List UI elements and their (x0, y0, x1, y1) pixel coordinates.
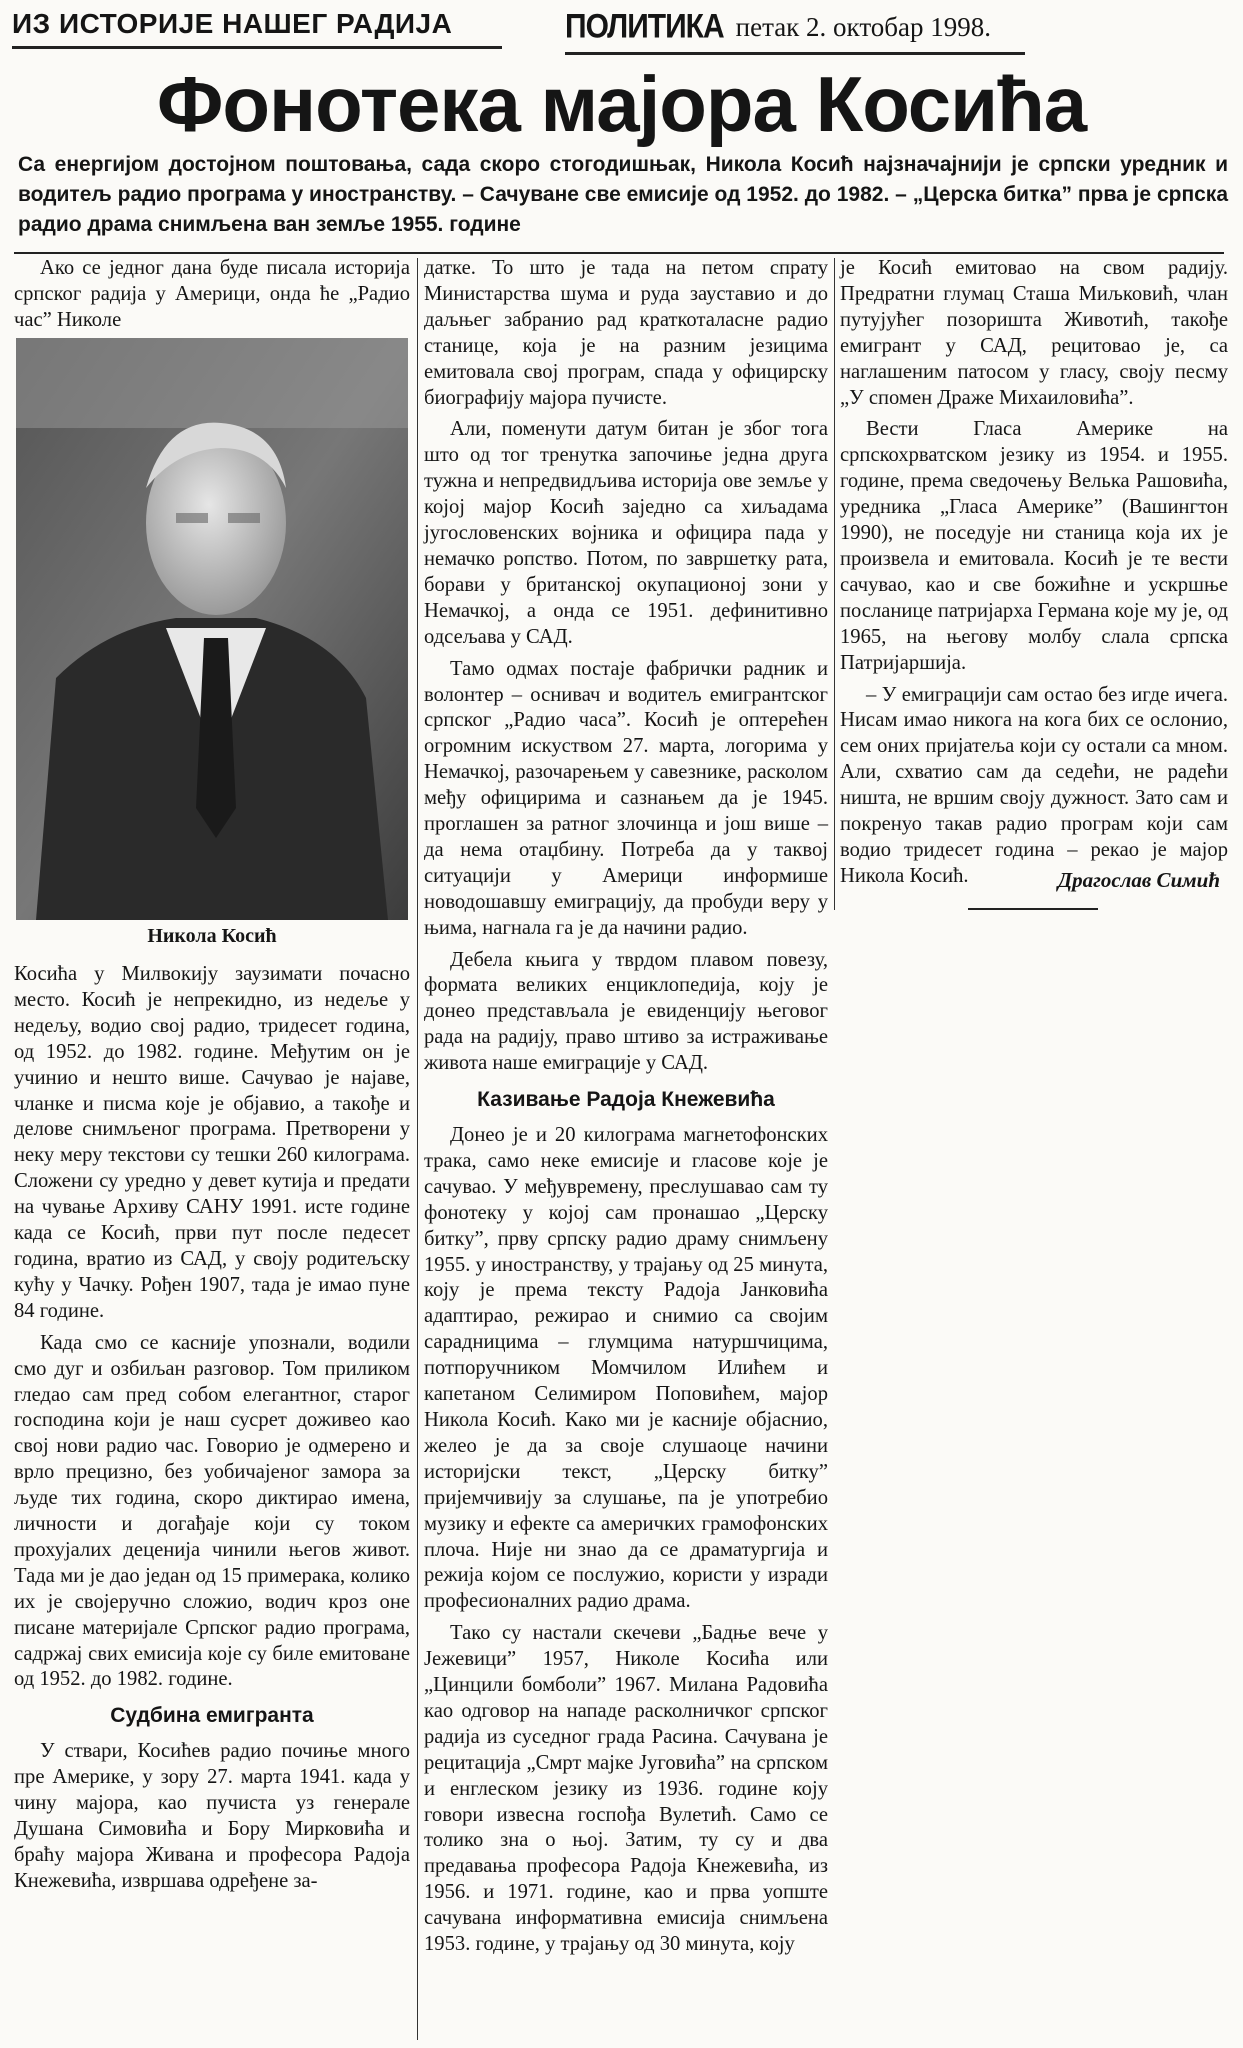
paragraph: Када смо се касније упознали, водили смо дуг и озбиљан разговор. Том приликом гледао сам пред собом елегантног, старог господина који је наш сусрет доживео као свој нови радио час. Говорио је одмерено и врло прецизно, без уобичајеног замора за људе тих година, скоро диктирао имена, личности и догађаје који су током прохујалих деценија чинили његов живот. Тада ми је дао један од 15 примерака, колико их је својеручно сложио, водич кроз оне писане материјале Српског радио програма, садржај свих емисија које су биле емитоване од 1952. до 1982. године. (14, 1331, 410, 1691)
photo-caption: Никола Косић (147, 925, 277, 947)
paragraph: Ако се једног дана буде писала историја српског радија у Америци, онда ће „Радио час” Николе (14, 257, 410, 331)
paragraph: Донео је и 20 килограма магнетофонских трака, само неке емисије и гласове које је сачувао. У међувремену, преслушавао сам ту фонотеку у којој сам пронашао „Церску битку”, прву српску радио драму снимљену 1955. у иностранству, у трајању од 25 минута, коју је према тексту Радоја Јанковића адаптирао, режирао и снимио са својим сарадницима – глумцима натуршчицима, потпоручником Момчилом Илићем и капетаном Селимиром Поповићем, мајор Никола Косић. Како ми је касније објаснио, желео је да за своје слушаоце начини историјски текст, „Церску битку” пријемчивију за слушање, па је употребио музику и ефекте са америчких грамофонских плоча. Није ни знао да се драматургија и режија којом се послужио, користи у изради професионалних радио драма. (424, 1124, 828, 1613)
article-column-1 (14, 256, 410, 340)
paragraph: Тамо одмах постаје фабрички радник и волонтер – оснивач и водитељ емигрантског српског „Радио часа”. Косић је оптерећен огромним искуством 27. марта, логорима у Немачкој, разочарењем у савезнике, расколом међу официрима и сазнањем да је 1945. проглашен за ратног злочинца и још више – да нема отаџбину. Потреба да у таквој ситуацији у Америци информише новодошавшу емиграцију, да пробуди веру у њима, нагнала га је да начини радио. (424, 657, 828, 939)
headline: Фонотека мајора Косића (156, 60, 1087, 148)
paragraph: је Косић емитовао на свом радију. Предратни глумац Сташа Миљковић, члан путујућег позоришта Животић, такође емигрант у САД, рецитовао је, са наглашеним патосом у гласу, своју песму „У спомен Драже Михаиловића”. (840, 257, 1228, 409)
article-column-2 (424, 256, 828, 1964)
article-column-3 (840, 256, 1228, 896)
subheading: Казивање Радоја Кнежевића (477, 1088, 775, 1112)
article-column-1-continued (14, 962, 410, 1901)
section-label: ИЗ ИСТОРИЈЕ НАШЕГ РАДИЈА (12, 6, 502, 49)
paragraph: Али, поменути датум битан је због тога што од тог тренутка започиње једна друга тужна и непредвидљива историја ове земље у којој мајор Косић заједно са хиљадама југословенских војника и официра пада у немачко ропство. Потом, по завршетку рата, борави у британској окупационој зони у Немачкој, а онда се 1951. дефинитивно одсељава у САД. (424, 418, 828, 648)
paragraph: Дебела књига у тврдом плавом повезу, формата великих енциклопедија, коју је донео представљала је евиденцију његовог рада на радију, право штиво за истраживање живота наше емиграције у САД. (424, 948, 828, 1075)
paper-name: ПОЛИТИКА (565, 7, 724, 46)
paragraph: – У емиграцији сам остао без игде ичега. Нисам имао никога на кога бих се ослонио, сем оних пријатеља који су остали са мном. Али, схватио сам да седећи, не радећи ништа, не вршим своју дужност. Зато сам и покренуо такав радио програм који сам водио тридесет година – рекао је мајор Никола Косић. (840, 683, 1228, 887)
paragraph: Тако су настали скечеви „Бадње вече у Јежевици” 1957, Николе Косића или „Цинцили бомболи” 1967. Милана Радовића као одговор на нападе расколничког српског радија из суседног града Расина. Сачувана је рецитација „Смрт мајке Југовића” на српском и енглеском језику из 1936. године коју говори извесна госпођа Вулетић. Само се толико зна о њој. Затим, ту су и два предавања професора Радоја Кнежевића, из 1956. и 1971. године, као и прва уопште сачувана информативна емисија снимљена 1953. године, у трајању од 30 минута, коју (424, 1622, 828, 1956)
signature-rule (968, 908, 1098, 910)
paragraph: датке. То што је тада на петом спрату Министарства шума и руда зауставио и до даљњег забранио рад краткоталасне радио станице, која је на разним језицима емитовала свој програм, спада у официрску биографију мајора пучисте. (424, 257, 828, 409)
deck-divider (14, 252, 1224, 254)
portrait-illustration (16, 338, 408, 920)
subheading: Судбина емигранта (110, 1704, 314, 1728)
column-divider (417, 258, 418, 2040)
publication-date: петак 2. октобар 1998. (735, 12, 991, 42)
paragraph: Вести Гласа Америке на српскохрватском језику из 1954. и 1955. године, према сведочењу Велька Рашовића, уредника „Гласа Америке” (Вашингтон 1990), не поседује ни станица која их је произвела и емитовала. Косић је те вести сачувао, као и све божићне и ускршње посланице патријарха Германа које му је, од 1965, на његову молбу слала српска Патријаршија. (840, 418, 1228, 674)
paragraph: У ствари, Косићев радио почиње много пре Америке, у зору 27. марта 1941. када у чину мајора, као пучиста уз генерале Душана Симовића и Бору Мирковића и браћу мајора Живана и професора Радоја Кнежевића, извршава одређене за- (14, 1740, 410, 1892)
deck-subtitle: Са енергијом достојном поштовања, сада скоро стогодишњак, Никола Косић најзначајнији је српски уредник и водитељ радио програма у иностранству. – Сачуване све емисије од 1952. до 1982. – „Церска битка” прва је српска радио драма снимљена ван земље 1955. године (18, 153, 1228, 236)
author-signature: Драгослав Симић (1057, 868, 1220, 892)
masthead (565, 8, 1025, 55)
column-divider (834, 258, 835, 910)
portrait-photo (16, 338, 408, 920)
paragraph: Косића у Милвокију заузимати почасно место. Косић је непрекидно, из недеље у недељу, водио свој радио, тридесет година, од 1952. до 1982. године. Међутим он је учинио и нешто више. Сачувао је најаве, чланке и писма које је објавио, а такође и делове снимљеног програма. Претворени у неку меру текстови су тешки 260 килограма. Сложени су уредно у девет кутија и предати на чување Архиву САНУ 1991. исте године када се Косић, први пут после педесет година, вратио из САД, у своју родитељску кућу у Чачку. Рођен 1907, тада је имао пуне 84 године. (14, 963, 410, 1322)
